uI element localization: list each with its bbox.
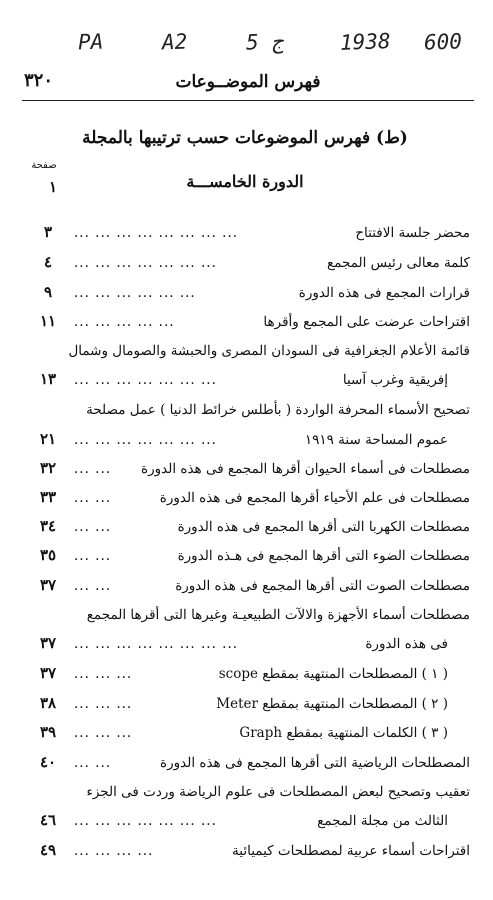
session-title: الدورة الخامســـة	[186, 172, 304, 191]
running-title: فهرس الموضــوعات	[175, 72, 321, 92]
entry-page-number: ٤٩	[39, 841, 57, 859]
entry-title: كلمة معالى رئيس المجمع	[327, 255, 470, 271]
toc-entry	[30, 725, 470, 751]
toc-entry	[30, 372, 470, 398]
entry-page-number: ٣٢	[39, 459, 57, 477]
handnote-item: ج 5	[245, 29, 285, 55]
entry-title: عموم المساحة سنة ١٩١٩	[304, 432, 448, 448]
toc-entry	[30, 843, 470, 869]
toc-entry	[30, 636, 470, 662]
entry-title: ( ١ ) المصطلحات المنتهية بمقطع scope	[218, 666, 448, 682]
entry-title: ( ٣ ) الكلمات المنتهية بمقطع Graph	[239, 725, 448, 741]
entry-page-number: ٣٤	[39, 517, 57, 535]
running-header	[22, 62, 474, 101]
session-page: ١	[48, 178, 58, 196]
toc-entry	[30, 343, 470, 369]
toc-entry	[30, 548, 470, 574]
leader-dots: ... ...	[74, 461, 112, 477]
entry-title: مصطلحات فى أسماء الحيوان أقرها المجمع فى هذه الدورة	[141, 461, 470, 477]
entry-page-number: ١٣	[39, 370, 57, 388]
toc-entry	[30, 607, 470, 633]
toc-entry	[30, 519, 470, 545]
toc-entry	[30, 755, 470, 781]
toc-entry	[30, 225, 470, 251]
entry-title: مصطلحات الضوء التى أقرها المجمع فى هـذه الدورة	[177, 548, 470, 564]
toc-entry	[30, 813, 470, 839]
entry-page-number: ٤٦	[39, 811, 57, 829]
page-column-label: صفحة	[31, 160, 57, 171]
leader-dots: ... ...	[74, 578, 112, 594]
toc-entry	[30, 461, 470, 487]
toc-entry	[30, 666, 470, 692]
leader-dots: ... ... ... ... ... ... ... ...	[74, 636, 239, 652]
entry-page-number: ٣٩	[39, 723, 57, 741]
handnote-item: 600	[423, 29, 463, 55]
entry-title: قرارات المجمع فى هذه الدورة	[298, 285, 470, 301]
entry-page-number: ٣٧	[39, 576, 57, 594]
section-title: (ط) فهرس الموضوعات حسب ترتيبها بالمجلة	[82, 128, 408, 148]
toc-entry	[30, 784, 470, 810]
leader-dots: ... ... ... ... ... ... ...	[74, 432, 217, 448]
entry-title: تعقيب وتصحيح لبعض المصطلحات فى علوم الرياضة وردت فى الجزء	[86, 784, 470, 800]
entry-title: محضر جلسة الافتتاح	[355, 225, 470, 241]
leader-dots: ... ...	[74, 548, 112, 564]
leader-dots: ... ... ... ... ... ...	[74, 285, 196, 301]
entry-title: ( ٢ ) المصطلحات المنتهية بمقطع Meter	[216, 696, 448, 712]
entry-page-number: ٤٠	[39, 753, 57, 771]
entry-title: مصطلحات فى علم الأحياء أقرها المجمع فى هذه الدورة	[159, 490, 470, 506]
entry-page-number: ٩	[43, 283, 53, 301]
entry-page-number: ٣٧	[39, 664, 57, 682]
handnote-item: PA	[77, 29, 104, 55]
leader-dots: ... ...	[74, 755, 112, 771]
leader-dots: ... ...	[74, 490, 112, 506]
leader-dots: ... ... ... ... ...	[74, 314, 175, 330]
entry-title: مصطلحات الصوت التى أقرها المجمع فى هذه الدورة	[175, 578, 470, 594]
leader-dots: ... ...	[74, 519, 112, 535]
leader-dots: ... ... ...	[74, 696, 133, 712]
toc-entry	[30, 432, 470, 458]
entry-page-number: ٤	[43, 253, 53, 271]
handnote-item: 1938	[339, 29, 391, 55]
entry-page-number: ٣٣	[39, 488, 57, 506]
entry-title: اقتراحات عرضت على المجمع وأقرها	[263, 314, 470, 330]
leader-dots: ... ... ... ...	[74, 843, 154, 859]
toc-entry	[30, 490, 470, 516]
toc-entry	[30, 578, 470, 604]
toc-entry	[30, 285, 470, 311]
entry-title: اقتراحات أسماء عربية لمصطلحات كيميائية	[232, 843, 470, 859]
entry-title: مصطلحات أسماء الأجهزة والالآت الطبيعيـة وغيرها التى أقرها المجمع	[86, 607, 470, 623]
leader-dots: ... ... ...	[74, 725, 133, 741]
entry-page-number: ٢١	[39, 430, 57, 448]
entry-page-number: ٣٥	[39, 546, 57, 564]
leader-dots: ... ... ... ... ... ... ...	[74, 372, 217, 388]
entry-title: الثالث من مجلة المجمع	[317, 813, 448, 829]
entry-page-number: ١١	[39, 312, 57, 330]
entry-title: مصطلحات الكهربا التى أقرها المجمع فى هذه الدورة	[177, 519, 470, 535]
entry-page-number: ٣٨	[39, 694, 57, 712]
handnote-item: A2	[161, 29, 188, 55]
entry-page-number: ٣٧	[39, 634, 57, 652]
toc-entry	[30, 314, 470, 340]
leader-dots: ... ... ...	[74, 666, 133, 682]
leader-dots: ... ... ... ... ... ... ... ...	[74, 225, 239, 241]
entry-title: إفريقية وغرب آسيا	[342, 372, 448, 388]
toc-entry	[30, 696, 470, 722]
entry-title: المصطلحات الرياضية التى أقرها المجمع فى هذه الدورة	[160, 755, 470, 771]
entry-title: قائمة الأعلام الجغرافية فى السودان المصرى والحبشة والصومال وشمال	[68, 343, 470, 359]
toc-entry	[30, 402, 470, 428]
leader-dots: ... ... ... ... ... ... ...	[74, 813, 217, 829]
entry-title: فى هذه الدورة	[365, 636, 448, 652]
entry-page-number: ٣	[43, 223, 53, 241]
handwritten-catalog-note	[0, 22, 493, 62]
toc-entry	[30, 255, 470, 281]
page-number: ٣٢٠	[24, 70, 54, 91]
leader-dots: ... ... ... ... ... ... ...	[74, 255, 217, 271]
entry-title: تصحيح الأسماء المحرفة الواردة ( بأطلس خرائط الدنيا ) عمل مصلحة	[86, 402, 470, 418]
